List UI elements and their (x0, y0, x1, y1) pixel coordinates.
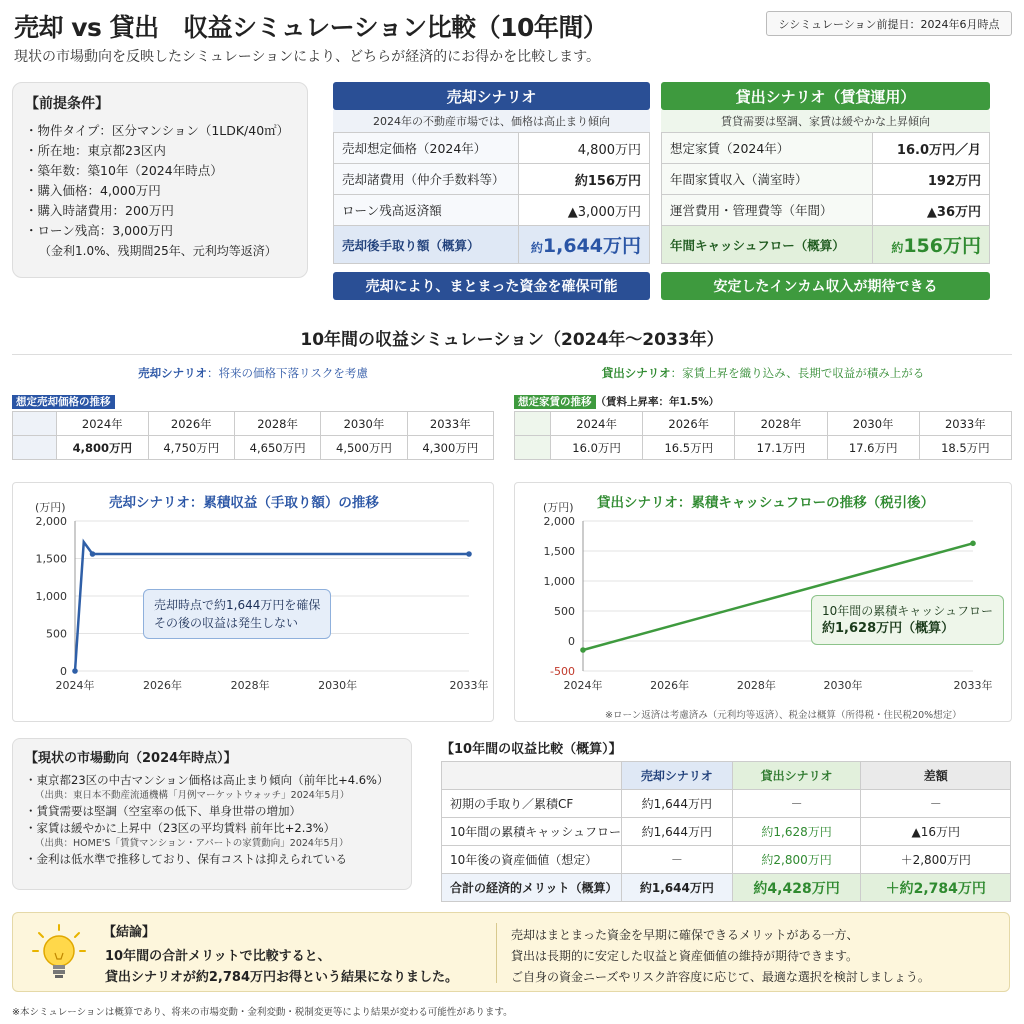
table-row (334, 164, 650, 195)
total-value (872, 226, 989, 264)
sale-scenario-panel (333, 82, 650, 300)
table-row (662, 226, 990, 264)
row-label: 運営費用・管理費等（年間） (662, 195, 873, 226)
market-item: ・家賃は緩やかに上昇中（23区の平均賃料 前年比+2.3%） (25, 821, 336, 835)
header-cell: 売却シナリオ (622, 762, 733, 790)
row-label: ローン残高返済額 (334, 195, 519, 226)
table-header-row (13, 412, 494, 436)
cell: 約2,800万円 (732, 846, 861, 874)
lightbulb-icon (31, 923, 87, 983)
comparison-heading: 【10年間の収益比較（概算）】 (441, 742, 622, 757)
y-tick-label: 0 (568, 635, 575, 648)
rent-chart-callout (811, 595, 1004, 645)
premise-item: ・購入時諸費用：200万円 (25, 203, 174, 218)
x-tick-label: 2033年 (449, 679, 489, 692)
rent-cell: 17.6万円 (827, 436, 919, 460)
x-tick-label: 2028年 (736, 679, 776, 692)
row-label: 売却想定価格（2024年） (334, 133, 519, 164)
y-tick-label: 500 (554, 605, 575, 618)
data-point (72, 668, 78, 674)
cell: － (861, 790, 1011, 818)
price-cell: 4,650万円 (234, 436, 320, 460)
callout-line: 10年間の累積キャッシュフロー (822, 604, 994, 618)
total-value (518, 226, 649, 264)
rent-scenario-panel (661, 82, 990, 300)
row-value: ▲36万円 (872, 195, 989, 226)
year-cell: 2024年 (551, 412, 643, 436)
total-amount: 1,644万円 (542, 235, 641, 257)
callout-line: 売却時点で約1,644万円を確保 (154, 598, 321, 612)
year-cell: 2033年 (407, 412, 493, 436)
row-value: 約156万円 (518, 164, 649, 195)
y-tick-label: 0 (60, 665, 67, 678)
price-cell: 4,500万円 (321, 436, 407, 460)
y-tick-label: 2,000 (543, 515, 575, 528)
cell: 約1,644万円 (622, 790, 733, 818)
total-prefix: 約 (891, 241, 904, 255)
cell: 合計の経済的メリット（概算） (442, 874, 622, 902)
market-item: ・金利は低水準で推移しており、保有コストは抑えられている (25, 852, 347, 866)
year-cell: 2028年 (234, 412, 320, 436)
conclusion-right-line: ご自身の資金ニーズやリスク許容度に応じて、最適な選択を検討しましょう。 (511, 970, 930, 984)
data-point (970, 541, 976, 547)
conclusion-divider (496, 923, 497, 983)
cell: ▲16万円 (861, 818, 1011, 846)
callout-line: その後の収益は発生しない (154, 616, 299, 630)
row-label: 売却諸費用（仲介手数料等） (334, 164, 519, 195)
year-cell: 2030年 (321, 412, 407, 436)
market-source: （出典：HOME'S「賃貸マンション・アパートの家賃動向」2024年5月） (35, 838, 349, 849)
sale-scenario-footer: 売却により、まとまった資金を確保可能 (333, 272, 650, 300)
corner-cell (13, 412, 57, 436)
data-point (90, 551, 96, 557)
conclusion-box (12, 912, 1010, 992)
sale-sim-head-strong: 売却シナリオ (138, 366, 208, 380)
header-cell (442, 762, 622, 790)
rent-cell: 16.0万円 (551, 436, 643, 460)
conclusion-heading: 【結論】 (103, 925, 156, 940)
x-tick-label: 2028年 (230, 679, 270, 692)
conclusion-line: 貸出シナリオが約2,784万円お得という結果になりました。 (105, 970, 458, 985)
table-row (442, 818, 1011, 846)
comparison-table (441, 761, 1011, 902)
cell: ＋2,800万円 (861, 846, 1011, 874)
rent-chart-title: 貸出シナリオ：累積キャッシュフローの推移（税引後） (597, 495, 935, 511)
x-tick-label: 2033年 (953, 679, 993, 692)
y-tick-label: -500 (550, 665, 575, 678)
total-prefix: 約 (530, 241, 543, 255)
row-label: 年間家賃収入（満室時） (662, 164, 873, 195)
premise-item: ・物件タイプ：区分マンション（1LDK/40㎡） (25, 123, 290, 138)
section-divider (12, 354, 1012, 355)
cell: 10年後の資産価値（想定） (442, 846, 622, 874)
year-cell: 2033年 (919, 412, 1011, 436)
sale-scenario-header: 売却シナリオ (333, 82, 650, 110)
rent-tag-note: （賃料上昇率：年1.5%） (595, 396, 720, 408)
corner-cell (13, 436, 57, 460)
x-tick-label: 2026年 (143, 679, 183, 692)
sale-price-table (12, 411, 494, 460)
rent-cell: 17.1万円 (735, 436, 827, 460)
table-row (442, 846, 1011, 874)
x-tick-label: 2026年 (650, 679, 690, 692)
price-cell: 4,800万円 (57, 436, 149, 460)
table-row (334, 195, 650, 226)
cell: 約1,628万円 (732, 818, 861, 846)
cell: － (732, 790, 861, 818)
market-source: （出典：東日本不動産流通機構「月例マーケットウォッチ」2024年5月） (35, 790, 350, 801)
table-row (662, 195, 990, 226)
y-unit-label: (万円) (543, 501, 574, 514)
rent-price-panel (514, 358, 1012, 460)
cell: ＋約2,784万円 (861, 874, 1011, 902)
row-value: 4,800万円 (518, 133, 649, 164)
sale-tag: 想定売却価格の推移 (12, 395, 115, 409)
table-row (334, 133, 650, 164)
cell: 約4,428万円 (732, 874, 861, 902)
table-row (334, 226, 650, 264)
x-tick-label: 2030年 (823, 679, 863, 692)
sale-chart-box (12, 482, 494, 722)
sale-scenario-sub: 2024年の不動産市場では、価格は高止まり傾向 (333, 110, 650, 132)
year-cell: 2026年 (148, 412, 234, 436)
corner-cell (515, 412, 551, 436)
rent-sim-head-rest: ：家賃上昇を織り込み、長期で収益が積み上がる (670, 366, 925, 380)
corner-cell (515, 436, 551, 460)
rent-table-years (514, 411, 1012, 460)
market-heading: 【現状の市場動向（2024年時点）】 (25, 751, 237, 766)
header-cell: 貸出シナリオ (732, 762, 861, 790)
total-label: 年間キャッシュフロー（概算） (662, 226, 873, 264)
footnote: ※本シミュレーションは概算であり、将来の市場変動・金利変動・税制変更等により結果が変わる可能性があります。 (12, 1007, 513, 1018)
premise-item: ・購入価格：4,000万円 (25, 183, 161, 198)
rent-sim-head (514, 358, 1012, 388)
x-tick-label: 2024年 (563, 679, 603, 692)
page-subtitle: 現状の市場動向を反映したシミュレーションにより、どちらが経済的にお得かを比較します。 (14, 49, 601, 65)
y-tick-label: 1,000 (543, 575, 575, 588)
cell: 約1,644万円 (622, 818, 733, 846)
y-tick-label: 1,500 (543, 545, 575, 558)
premise-heading: 【前提条件】 (25, 96, 109, 112)
rent-sim-head-strong: 貸出シナリオ (601, 366, 671, 380)
market-item: ・賃貸需要は堅調（空室率の低下、単身世帯の増加） (25, 804, 301, 818)
x-tick-label: 2030年 (318, 679, 358, 692)
y-tick-label: 500 (46, 627, 67, 641)
cell: － (622, 846, 733, 874)
header-cell: 差額 (861, 762, 1011, 790)
conclusion-line: 10年間の合計メリットで比較すると、 (105, 949, 331, 964)
page-title: 売却 vs 貸出 収益シミュレーション比較（10年間） (14, 13, 608, 42)
rent-chart-box (514, 482, 1012, 722)
rent-cell: 16.5万円 (643, 436, 735, 460)
premise-note: （金利1.0%、残期間25年、元利均等返済） (39, 244, 277, 258)
y-unit-label: (万円) (35, 501, 66, 514)
price-cell: 4,750万円 (148, 436, 234, 460)
table-row (442, 874, 1011, 902)
y-tick-label: 1,500 (35, 552, 67, 566)
market-box (12, 738, 412, 890)
premise-box (12, 82, 308, 278)
row-value: 16.0万円／月 (872, 133, 989, 164)
rent-chart-footnote: ※ローン返済は考慮済み（元利均等返済）、税金は概算（所得税・住民税20%想定） (605, 710, 962, 721)
table-header-row (515, 412, 1012, 436)
callout-line: 約1,628万円（概算） (822, 621, 955, 636)
sale-chart-title: 売却シナリオ：累積収益（手取り額）の推移 (109, 495, 379, 511)
total-amount: 156万円 (903, 235, 981, 257)
simulation-title: 10年間の収益シミュレーション（2024年〜2033年） (300, 330, 724, 350)
year-cell: 2028年 (735, 412, 827, 436)
price-cell: 4,300万円 (407, 436, 493, 460)
premise-item: ・築年数：築10年（2024年時点） (25, 163, 223, 178)
conclusion-right (511, 925, 930, 988)
rent-table (661, 132, 990, 264)
year-cell: 2026年 (643, 412, 735, 436)
table-row (13, 436, 494, 460)
premise-item: ・所在地：東京都23区内 (25, 143, 166, 158)
row-value: ▲3,000万円 (518, 195, 649, 226)
conclusion-right-line: 売却はまとまった資金を早期に確保できるメリットがある一方、 (511, 928, 859, 942)
sale-table (333, 132, 650, 264)
table-header-row (442, 762, 1011, 790)
cell: 初期の手取り／累積CF (442, 790, 622, 818)
row-value: 192万円 (872, 164, 989, 195)
year-cell: 2024年 (57, 412, 149, 436)
cell: 10年間の累積キャッシュフロー (442, 818, 622, 846)
rent-tag: 想定家賃の推移 (514, 395, 596, 409)
data-point (466, 551, 472, 557)
year-cell: 2030年 (827, 412, 919, 436)
rent-cell: 18.5万円 (919, 436, 1011, 460)
y-tick-label: 2,000 (35, 515, 67, 528)
table-row (662, 133, 990, 164)
sale-sim-head (12, 358, 494, 388)
sale-price-panel (12, 358, 494, 460)
sale-chart-callout (143, 589, 331, 639)
total-label: 売却後手取り額（概算） (334, 226, 519, 264)
rent-scenario-header: 貸出シナリオ（賃貸運用） (661, 82, 990, 110)
conclusion-right-line: 貸出は長期的に安定した収益と資産価値の維持が期待できます。 (511, 949, 859, 963)
market-item: ・東京都23区の中古マンション価格は高止まり傾向（前年比+4.6%） (25, 773, 389, 787)
table-row (515, 436, 1012, 460)
x-tick-label: 2024年 (55, 679, 95, 692)
cell: 約1,644万円 (622, 874, 733, 902)
premise-item: ・ローン残高：3,000万円 (25, 223, 174, 238)
row-label: 想定家賃（2024年） (662, 133, 873, 164)
date-badge: シシミュレーション前提日：2024年6月時点 (766, 11, 1012, 36)
table-row (442, 790, 1011, 818)
y-tick-label: 1,000 (35, 590, 67, 603)
rent-scenario-sub: 賃貸需要は堅調、家賃は緩やかな上昇傾向 (661, 110, 990, 132)
comparison-panel (441, 738, 1011, 902)
sale-sim-head-rest: ：将来の価格下落リスクを考慮 (207, 366, 368, 380)
table-row (662, 164, 990, 195)
data-point (580, 647, 586, 653)
rent-scenario-footer: 安定したインカム収入が期待できる (661, 272, 990, 300)
